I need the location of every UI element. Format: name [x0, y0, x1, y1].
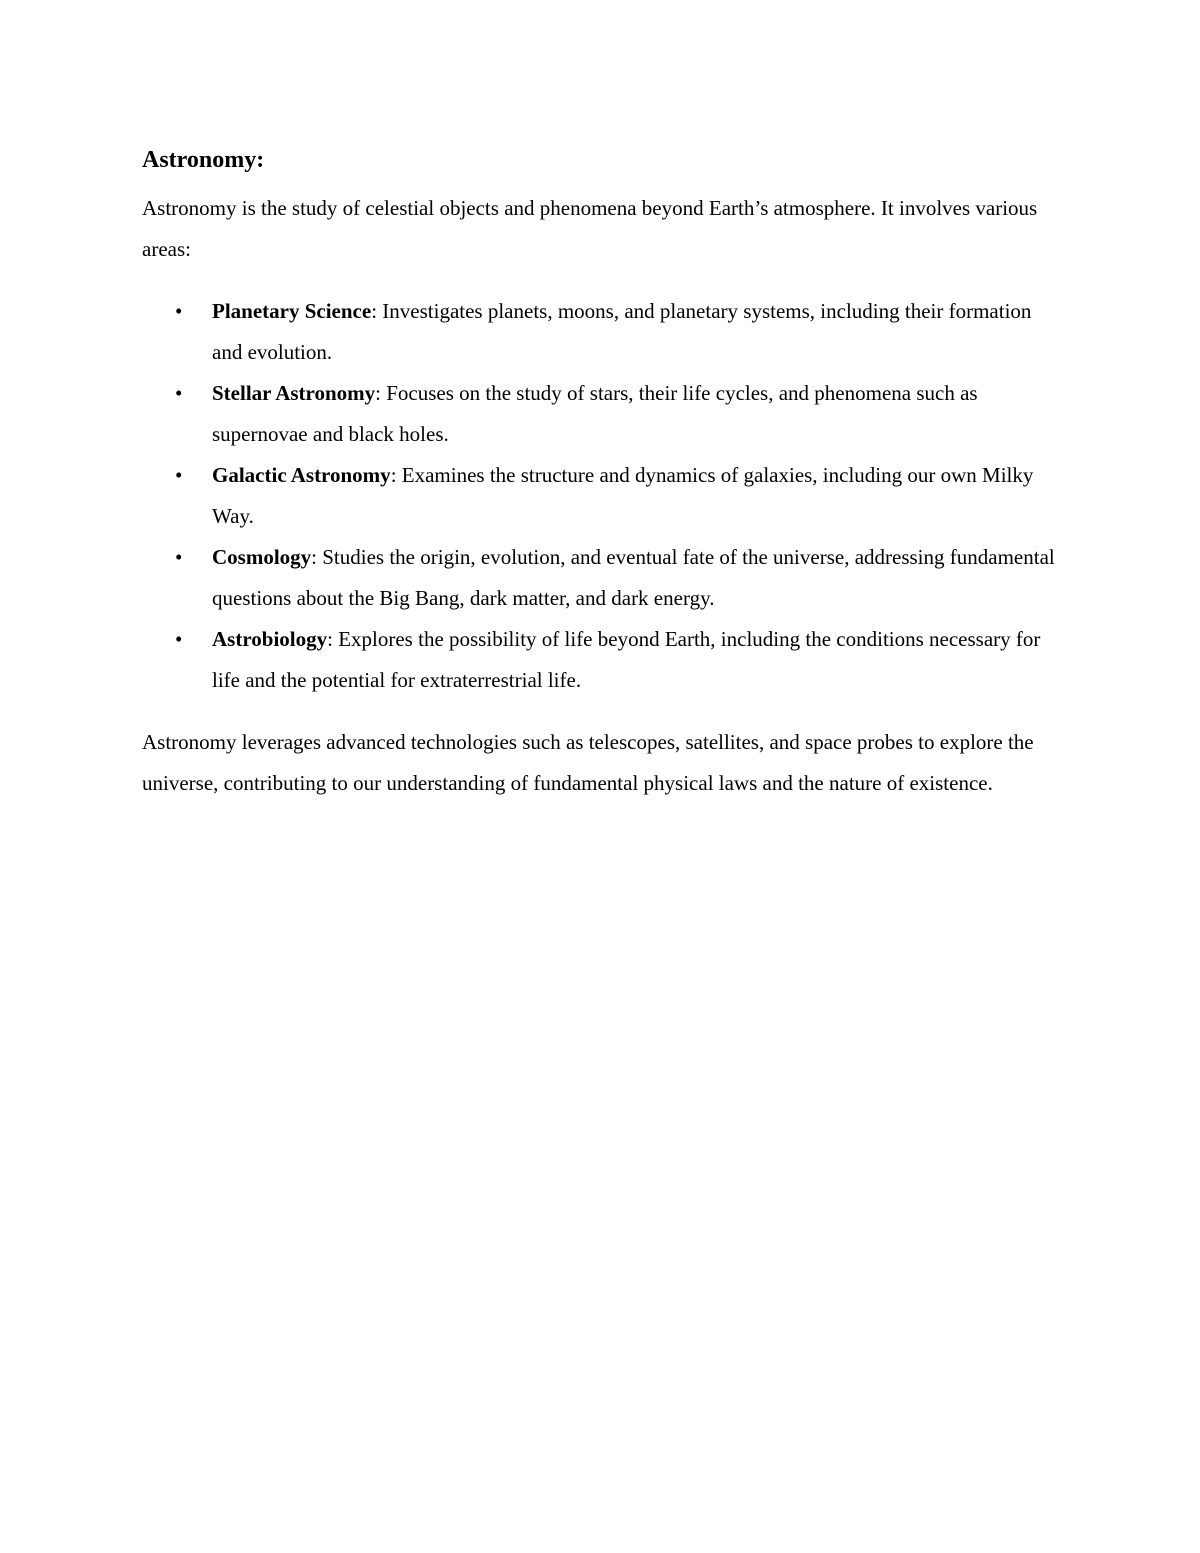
bullet-icon: • — [175, 299, 183, 323]
area-term: Stellar Astronomy — [212, 381, 376, 405]
document-body — [142, 140, 1062, 804]
area-term: Galactic Astronomy — [212, 463, 391, 487]
area-description: : Focuses on the study of stars, their life cycles, and phenomena such as supernovae and black holes. — [212, 381, 978, 446]
area-description: : Studies the origin, evolution, and eventual fate of the universe, addressing fundamental questions about the Big Bang, dark matter, and dark energy. — [212, 545, 1055, 610]
list-item — [142, 455, 1062, 537]
area-term: Astrobiology — [212, 627, 328, 651]
areas-list — [142, 291, 1062, 701]
list-item — [142, 537, 1062, 619]
conclusion-paragraph: Astronomy leverages advanced technologies such as telescopes, satellites, and space probes to explore the universe, contributing to our understanding of fundamental physical laws and the nature of existence. — [142, 730, 1034, 795]
bullet-icon: • — [175, 545, 183, 569]
area-description: : Examines the structure and dynamics of galaxies, including our own Milky Way. — [212, 463, 1034, 528]
area-description: : Investigates planets, moons, and planetary systems, including their formation and evolution. — [212, 299, 1032, 364]
intro-paragraph: Astronomy is the study of celestial objects and phenomena beyond Earth’s atmosphere. It involves various areas: — [142, 196, 1038, 261]
list-item — [142, 373, 1062, 455]
bullet-icon: • — [175, 463, 183, 487]
list-item — [142, 291, 1062, 373]
bullet-icon: • — [175, 381, 183, 405]
area-description: : Explores the possibility of life beyond Earth, including the conditions necessary for life and the potential for extraterrestrial life. — [212, 627, 1041, 692]
bullet-icon: • — [175, 627, 183, 651]
area-term: Cosmology — [212, 545, 312, 569]
list-item — [142, 619, 1062, 701]
area-term: Planetary Science — [212, 299, 372, 323]
page-title: Astronomy: — [142, 147, 265, 173]
